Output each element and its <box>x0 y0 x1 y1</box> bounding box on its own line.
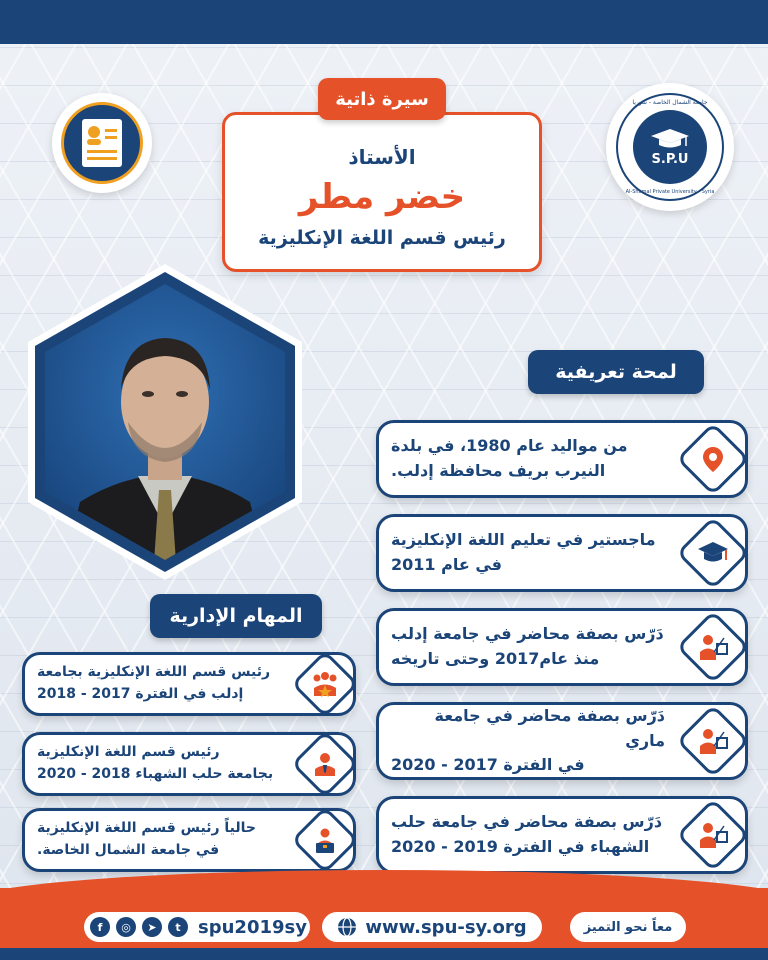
speaker-podium-icon <box>291 806 359 874</box>
social-links <box>84 912 310 942</box>
profile-item-idlib <box>376 608 748 686</box>
twitter-icon[interactable]: t <box>168 917 188 937</box>
item-line: دَرّس بصفة محاضر في جامعة إدلب <box>391 624 664 644</box>
mortarboard-icon <box>650 128 690 150</box>
item-line: إدلب في الفترة 2017 - 2018 <box>37 686 244 702</box>
graduation-cap-icon <box>676 516 750 590</box>
item-line: الشهباء في الفترة 2019 - 2020 <box>391 837 650 856</box>
person-role: رئيس قسم اللغة الإنكليزية <box>258 227 506 249</box>
footer <box>0 906 768 946</box>
profile-item-aleppo <box>376 796 748 874</box>
website-link[interactable] <box>322 912 542 942</box>
manager-icon <box>291 730 359 798</box>
admin-item-aleppo <box>22 732 356 796</box>
item-line: بجامعة حلب الشهباء 2018 - 2020 <box>37 766 274 782</box>
social-handle[interactable]: spu2019sy <box>198 916 307 938</box>
profile-item-birth <box>376 420 748 498</box>
profile-item-mari <box>376 702 748 780</box>
footer-strip <box>0 948 768 960</box>
item-line: حالياً رئيس قسم اللغة الإنكليزية <box>37 820 256 837</box>
item-line: دَرّس بصفة محاضر في جامعة ماري <box>434 705 665 750</box>
facebook-icon[interactable]: f <box>90 917 110 937</box>
admin-item-idlib <box>22 652 356 716</box>
lecturer-icon <box>676 610 750 684</box>
item-line: رئيس قسم اللغة الإنكليزية بجامعة <box>37 664 271 681</box>
profile-section-heading: لمحة تعريفية <box>528 350 704 394</box>
team-leader-icon <box>291 650 359 718</box>
cv-badge <box>52 93 152 193</box>
title-card <box>222 112 542 272</box>
top-banner <box>0 0 768 44</box>
item-line: ماجستير في تعليم اللغة الإنكليزية <box>391 530 656 550</box>
logo-english-text: Al-Shamal Private University - Syria <box>625 189 715 195</box>
logo-arabic-text: جامعة الشمال الخاصة - سوريا <box>632 99 708 106</box>
admin-item-current <box>22 808 356 872</box>
item-line: في الفترة 2017 - 2020 <box>391 755 585 775</box>
telegram-icon[interactable]: ➤ <box>142 917 162 937</box>
location-pin-icon <box>676 422 750 496</box>
instagram-icon[interactable]: ◎ <box>116 917 136 937</box>
logo-abbreviation: S.P.U <box>651 151 689 167</box>
lecturer-icon <box>676 704 750 778</box>
title-prefix: الأستاذ <box>348 145 416 169</box>
cv-tag: سيرة ذاتية <box>318 78 446 120</box>
website-url[interactable]: www.spu-sy.org <box>365 916 527 938</box>
person-name: خضر مطر <box>298 177 466 217</box>
university-logo <box>606 83 734 211</box>
item-line: من مواليد عام 1980، في بلدة <box>391 436 628 456</box>
admin-section-heading: المهام الإدارية <box>150 594 322 638</box>
item-line: منذ عام2017 وحتى تاريخه <box>391 649 600 668</box>
item-line: النيرب بريف محافظة إدلب. <box>391 461 606 480</box>
lecturer-icon <box>676 798 750 872</box>
profile-item-degree <box>376 514 748 592</box>
portrait-photo <box>20 262 310 582</box>
item-line: في جامعة الشمال الخاصة. <box>37 842 220 858</box>
item-line: في عام 2011 <box>391 555 502 574</box>
resume-icon <box>79 117 125 169</box>
globe-icon <box>337 917 357 937</box>
motto-badge: معاً نحو التميز <box>570 912 686 942</box>
item-line: رئيس قسم اللغة الإنكليزية <box>37 744 220 761</box>
item-line: دَرّس بصفة محاضر في جامعة حلب <box>391 812 663 832</box>
